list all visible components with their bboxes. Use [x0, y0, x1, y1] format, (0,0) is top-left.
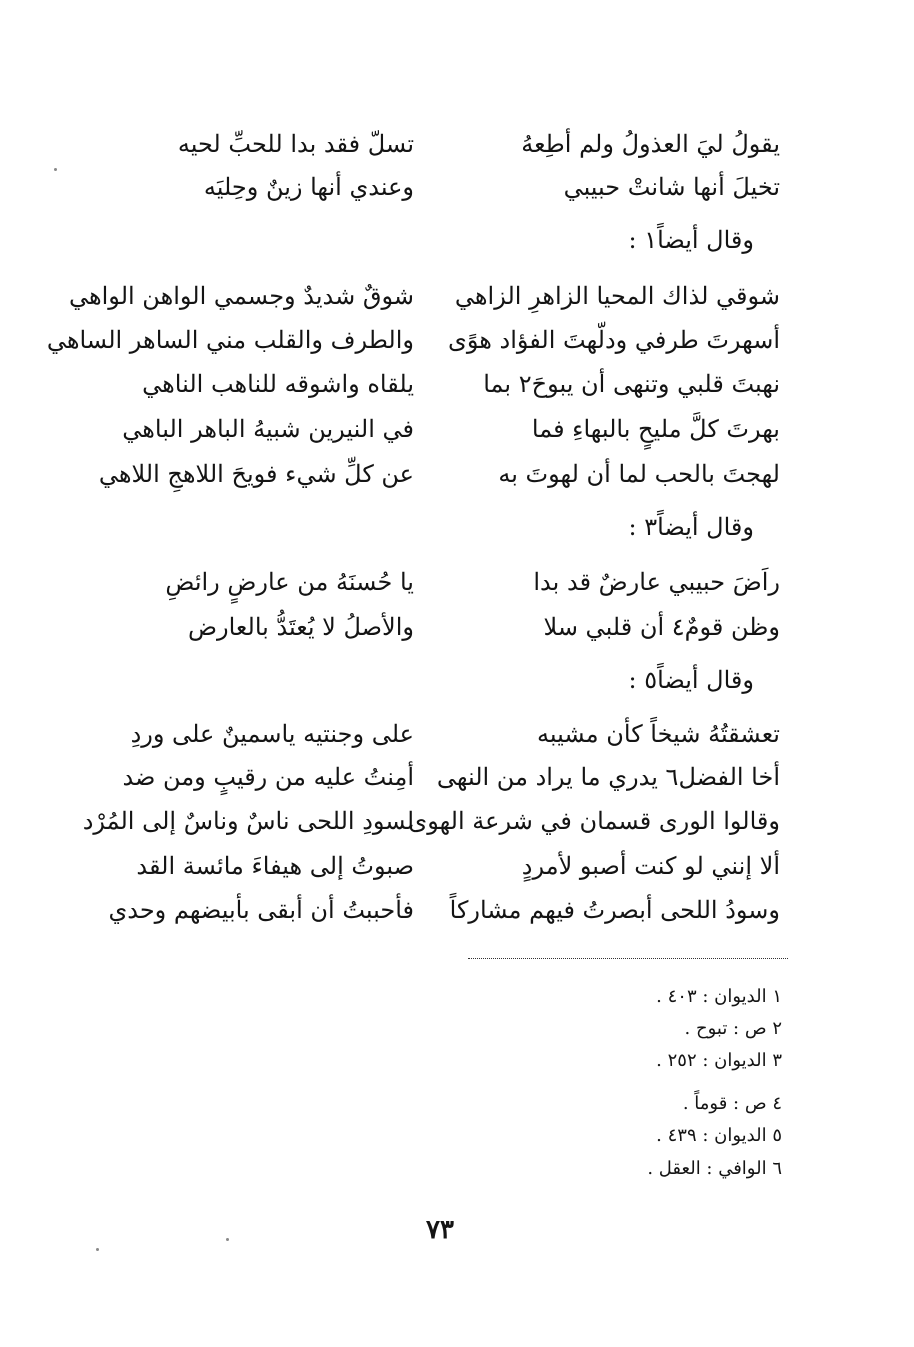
first-hemistich: شوقي لذاك المحيا الزاهرِ الزاهي [454, 282, 780, 310]
verse [0, 320, 914, 360]
scan-speck [96, 1248, 99, 1251]
second-hemistich: والأصلُ لا يُعتَدُّ بالعارض [188, 613, 414, 641]
footnote: ٥ الديوان : ٤٣٩ . [656, 1125, 782, 1146]
poem-intro: وقال أيضاً٣ : [628, 513, 754, 541]
first-hemistich: أسهرتَ طرفي ودلّهتَ الفؤاد هوًى [448, 326, 780, 354]
second-hemistich: فأحببتُ أن أبقى بأبيضهم وحدي [108, 896, 414, 924]
first-hemistich: تعشقتُهُ شيخاً كأن مشيبه [537, 720, 780, 748]
verse [0, 846, 914, 886]
first-hemistich: لهجتَ بالحب لما أن لهوتَ به [498, 460, 780, 488]
verse [0, 409, 914, 449]
page-number: ٧٣ [426, 1215, 454, 1245]
verse [0, 607, 914, 647]
first-hemistich: تخيلَ أنها شانتْ حبيبي [563, 173, 780, 201]
verse [0, 714, 914, 754]
poem-intro: وقال أيضاً١ : [628, 226, 754, 254]
scan-speck [226, 1238, 229, 1241]
second-hemistich: صبوتُ إلى هيفاءَ مائسة القد [136, 852, 414, 880]
verse [0, 562, 914, 602]
first-hemistich: وسودُ اللحى أبصرتُ فيهم مشاركاً [449, 896, 780, 924]
footnote: ٦ الوافي : العقل . [647, 1158, 782, 1179]
first-hemistich: ألا إنني لو كنت أصبو لأمردٍ [521, 852, 780, 880]
verse [0, 454, 914, 494]
second-hemistich: لسودِ اللحى ناسٌ وناسٌ إلى المُرْد [82, 807, 414, 835]
scan-speck [54, 168, 57, 171]
footnote: ٢ ص : تبوح . [684, 1018, 782, 1039]
first-hemistich: وظن قومٌ٤ أن قلبي سلا [543, 613, 780, 641]
second-hemistich: على وجنتيه ياسمينٌ على وردِ [130, 720, 414, 748]
second-hemistich: وعندي أنها زينٌ وحِليَه [203, 173, 414, 201]
verse [0, 890, 914, 930]
verse [0, 167, 914, 207]
first-hemistich: راَضَ حبيبي عارضٌ قد بدا [533, 568, 780, 596]
second-hemistich: يلقاه واشوقه للناهب الناهي [142, 370, 414, 398]
footnote: ٤ ص : قوماً . [682, 1093, 782, 1114]
second-hemistich: أمِنتُ عليه من رقيبٍ ومن ضد [122, 763, 414, 791]
poem-intro: وقال أيضاً٥ : [628, 666, 754, 694]
verse [0, 757, 914, 797]
first-hemistich: يقولُ ليَ العذولُ ولم أطِعهُ [521, 130, 780, 158]
footnote: ١ الديوان : ٤٠٣ . [656, 986, 782, 1007]
footnote: ٣ الديوان : ٢٥٢ . [656, 1050, 782, 1071]
second-hemistich: في النيرين شبيهُ الباهر الباهي [122, 415, 414, 443]
verse [0, 364, 914, 404]
second-hemistich: تسلّ فقد بدا للحبِّ لحيه [177, 130, 414, 158]
footnote-separator [468, 958, 788, 959]
verse [0, 124, 914, 164]
second-hemistich: شوقٌ شديدٌ وجسمي الواهن الواهي [68, 282, 414, 310]
first-hemistich: نهبتَ قلبي وتنهى أن يبوحَ٢ بما [483, 370, 780, 398]
verse [0, 276, 914, 316]
second-hemistich: يا حُسنَهُ من عارضٍ رائضِ [165, 568, 414, 596]
second-hemistich: والطرف والقلب مني الساهر الساهي [46, 326, 414, 354]
first-hemistich: بهرتَ كلَّ مليحٍ بالبهاءِ فما [531, 415, 780, 443]
second-hemistich: عن كلِّ شيء فويحَ اللاهجِ اللاهي [98, 460, 414, 488]
first-hemistich: وقالوا الورى قسمان في شرعة الهوى [408, 807, 780, 835]
first-hemistich: أخا الفضل٦ يدري ما يراد من النهى [436, 763, 780, 791]
verse [0, 801, 914, 841]
